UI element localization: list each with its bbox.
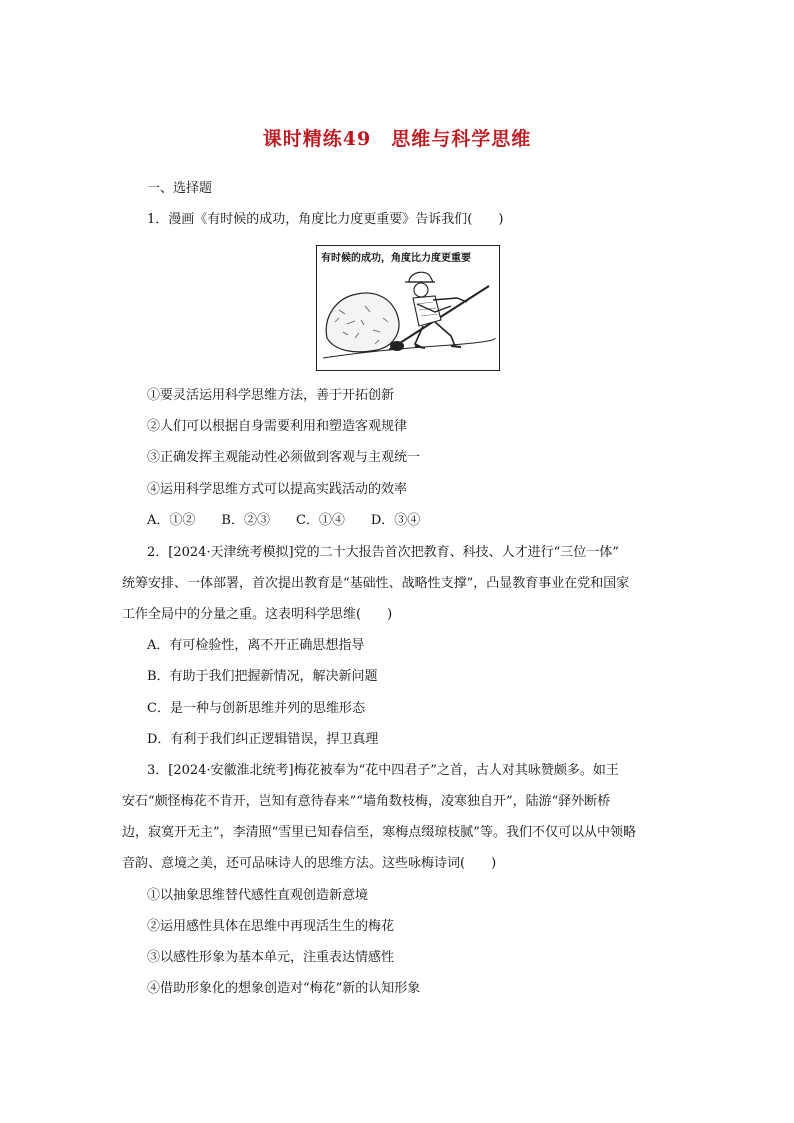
question-3-line-1: 3．[2024·安徽淮北统考]梅花被奉为“花中四君子”之首，古人对其咏赞颇多。如王 xyxy=(147,763,619,778)
q3-statement-1: ①以抽象思维替代感性直观创造新意境 xyxy=(147,888,369,903)
question-3-line-3: 边，寂寞开无主”，李清照“雪里已知春信至，寒梅点缀琼枝腻”等。我们不仅可以从中领略 xyxy=(122,825,636,840)
question-2-line-2: 统筹安排、一体部署，首次提出教育是“基础性、战略性支撑”，凸显教育事业在党和国家 xyxy=(122,576,630,591)
question-3-line-4: 音韵、意境之美，还可品味诗人的思维方法。这些咏梅诗词( ) xyxy=(122,856,497,871)
q1-statement-2: ②人们可以根据自身需要利用和塑造客观规律 xyxy=(147,419,408,434)
q2-option-d: D．有利于我们纠正逻辑错误，捍卫真理 xyxy=(147,732,379,747)
question-3-line-2: 安石“颇怪梅花不肯开，岂知有意待春来”“墙角数枝梅，凌寒独自开”，陆游“驿外断桥 xyxy=(122,794,611,809)
q2-option-b: B．有助于我们把握新情况，解决新问题 xyxy=(147,669,378,684)
q1-statement-1: ①要灵活运用科学思维方法，善于开拓创新 xyxy=(147,388,395,403)
q3-statement-4: ④借助形象化的想象创造对“梅花”新的认知形象 xyxy=(147,981,421,996)
question-2-line-3: 工作全局中的分量之重。这表明科学思维( ) xyxy=(122,607,393,622)
cartoon-drawing xyxy=(317,246,501,372)
q1-statement-4: ④运用科学思维方式可以提高实践活动的效率 xyxy=(147,482,408,497)
page-title: 课时精练49 思维与科学思维 xyxy=(262,128,532,150)
cartoon-image xyxy=(316,245,500,371)
q3-statement-2: ②运用感性具体在思维中再现活生生的梅花 xyxy=(147,919,395,934)
q2-option-c: C．是一种与创新思维并列的思维形态 xyxy=(147,701,365,716)
q3-statement-3: ③以感性形象为基本单元，注重表达情感性 xyxy=(147,950,395,965)
q2-option-a: A．有可检验性，离不开正确思想指导 xyxy=(147,638,365,653)
question-1-stem: 1．漫画《有时候的成功，角度比力度更重要》告诉我们( ) xyxy=(147,212,504,227)
question-2-line-1: 2．[2024·天津统考模拟]党的二十大报告首次把教育、科技、人才进行“三位一体” xyxy=(147,545,619,560)
section-heading: 一、选择题 xyxy=(147,181,213,196)
q1-options: A．①② B．②③ C．①④ D．③④ xyxy=(147,513,421,528)
cartoon-caption: 有时候的成功，角度比力度更重要 xyxy=(321,253,471,264)
q1-statement-3: ③正确发挥主观能动性必须做到客观与主观统一 xyxy=(147,450,421,465)
